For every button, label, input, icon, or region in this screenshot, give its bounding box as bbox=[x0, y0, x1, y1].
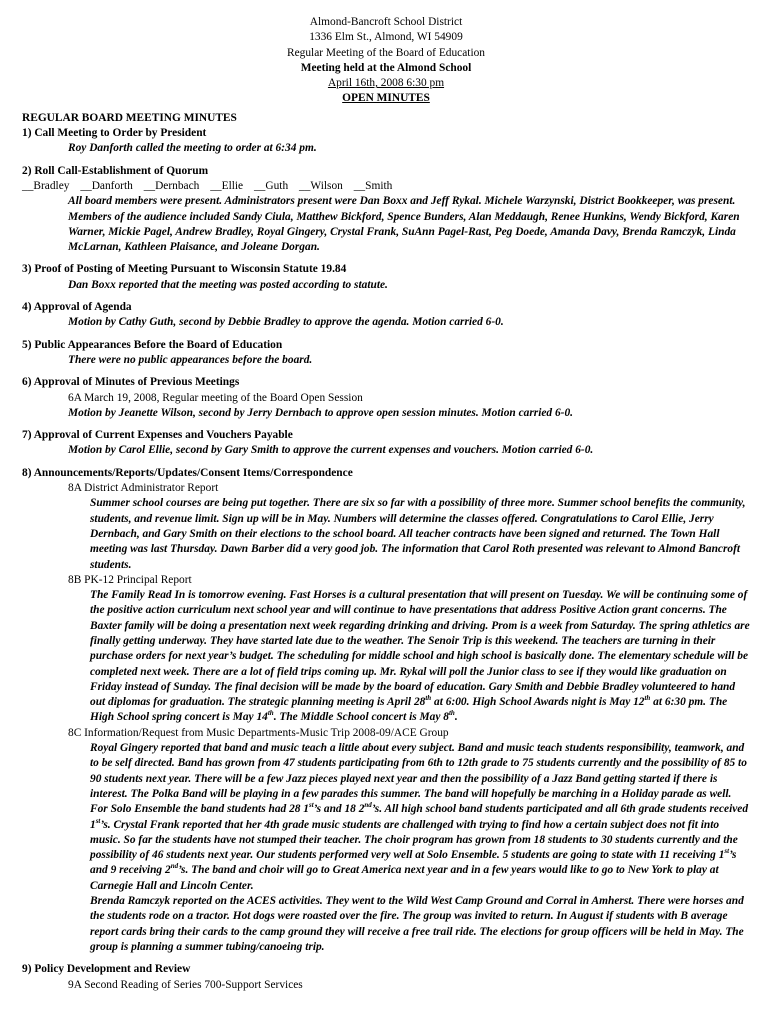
document-title: REGULAR BOARD MEETING MINUTES bbox=[22, 111, 237, 124]
section-4 bbox=[22, 300, 750, 331]
minutes-type: OPEN MINUTES bbox=[342, 92, 430, 105]
section-text: All board members were present. Administrators present were Dan Boxx and Jeff Rykal. Michele Warzynski, District Bookkeeper, was present. Members of the audience included Sandy Ciula, Matthew Bickford, Spence Bunders, Alan Meddaugh, Renee Hunkins, Wendy Bickford, Karen Warner, Mickie Pagel, Andrew Bradley, Royal Gingery, Crystal Frank, SuAnn Pagel-Rast, Peg Doede, Amanda Davy, Brenda Ramczyk, Linda McLarnan, Kathleen Plaisance, and Joleane Dorgan. bbox=[68, 195, 740, 254]
administrator-report-text: Summer school courses are being put together. There are six so far with a possibility of three more. Summer school benefits the community, students, and revenue limit. Sign up will be in May. Numbers will determine the classes offered. Congratulations to Carol Ellie, Jerry Dernbach, and Gary Smith on their elections to the school board. All teacher contracts have been signed and returned. The Town Hall meeting was last Thursday. Dawn Barber did a very good job. The information that Carol Roth presented was relevant to Almond Bancroft students. bbox=[90, 497, 746, 571]
section-2 bbox=[22, 164, 750, 256]
section-3 bbox=[22, 262, 750, 293]
district-name: Almond-Bancroft School District bbox=[309, 16, 463, 28]
section-text: Motion by Carol Ellie, second by Gary Smith to approve the current expenses and vouchers. Motion carried 6-0. bbox=[68, 444, 594, 457]
subsection-title: 8B PK-12 Principal Report bbox=[68, 573, 192, 586]
section-8 bbox=[22, 466, 750, 956]
minutes-body bbox=[22, 111, 750, 993]
section-heading: 5) Public Appearances Before the Board of Education bbox=[22, 338, 283, 351]
roll-item: __Dernbach bbox=[143, 179, 200, 192]
section-text: Motion by Jeanette Wilson, second by Jerry Dernbach to approve open session minutes. Motion carried 6-0. bbox=[68, 406, 573, 419]
section-heading: 3) Proof of Posting of Meeting Pursuant to Wisconsin Statute 19.84 bbox=[22, 263, 347, 276]
section-text: There were no public appearances before the board. bbox=[68, 353, 313, 366]
roll-item: __Danforth bbox=[80, 179, 133, 192]
section-heading: 1) Call Meeting to Order by President bbox=[22, 127, 207, 140]
roll-item: __Bradley bbox=[22, 179, 70, 192]
section-heading: 7) Approval of Current Expenses and Vouchers Payable bbox=[22, 429, 293, 442]
aces-report-text: Brenda Ramczyk reported on the ACES activities. They went to the Wild West Camp Ground and Corral in Amherst. There were horses and the students rode on a tractor. Hot dogs were roasted over the fire. The group was invited to return. In August if students with B average report cards bring their cards to the camp ground they will receive a free trail ride. The elections for group officers will be held in May. The group is planning a summer tubing/canoeing trip. bbox=[90, 895, 744, 953]
principal-report-text: The Family Read In is tomorrow evening. Fast Horses is a cultural presentation that will present on Tuesday. We will be continuing some of the positive action curriculum next school year and will continue to have presentations that address Positive Action grant concerns. The Baxter family will be doing a presentation next week regarding drinking and driving. Prom is a week from Saturday. The spring athletics are finally getting underway. They have started late due to the weather. The Senoir Trip is this weekend. The teachers are turning in their purchase orders for next year’s budget. The scheduling for middle school and high school is basically done. The elementary schedule will be completed next week. There are a lot of field trips coming up. Mr. Rykal will poll the Junior class to see if they would like graduation on Friday instead of Sunday. The final decision will be made by the board of education. Gary Smith and Debbie Bradley volunteered to hand out diplomas for graduation. The strategic planning meeting is April 28th at 6:00. High School Awards night is May 12th at 6:30 pm. The High School spring concert is May 14th. The Middle School concert is May 8th. bbox=[90, 589, 750, 724]
roll-item: __Ellie bbox=[210, 179, 244, 192]
section-6 bbox=[22, 375, 750, 421]
roll-call-list bbox=[22, 179, 750, 194]
section-text: Roy Danforth called the meeting to order at 6:34 pm. bbox=[68, 142, 317, 155]
subsection-title: 8A District Administrator Report bbox=[68, 482, 219, 495]
section-heading: 9) Policy Development and Review bbox=[22, 963, 191, 976]
meeting-date: April 16th, 2008 6:30 pm bbox=[327, 77, 445, 90]
roll-item: __Smith bbox=[353, 179, 393, 192]
section-1 bbox=[22, 126, 750, 157]
section-heading: 2) Roll Call-Establishment of Quorum bbox=[22, 164, 209, 177]
music-report-text: Royal Gingery reported that band and music teach a little about every subject. Band and music teach students responsibility, teamwork, and to be self directed. Band has grown from 47 students participating from 6th to 12th grade to 75 students currently and the possibility of 85 to 90 students next year. There will be a few Jazz pieces played next year and then the possibility of a Jazz Band getting started if there is interest. The Polka Band will be playing in a few parades this summer. The band will hopefully be marching in a Holiday parade as well. For Solo Ensemble the band students had 28 1st’s and 18 2nd’s. All high school band students participated and all 6th grade students received 1st’s. Crystal Frank reported that her 4th grade music students are challenged with trying to find how a certain subject does not fit into music. So far the students have not stumped their teacher. The choir program has grown from 18 students to 30 students currently and the possibility of 46 students next year. Our students performed very well at Solo Ensemble. 5 students are going to state with 11 receiving 1st’s and 9 receiving 2nd’s. The band and choir will go to Great America next year and in a few years would like to go to New York to play at Carnegie Hall and Lincoln Center. bbox=[90, 742, 749, 892]
roll-item: __Guth bbox=[253, 179, 289, 192]
section-7 bbox=[22, 428, 750, 459]
meeting-type: Regular Meeting of the Board of Education bbox=[286, 46, 485, 59]
meeting-location: Meeting held at the Almond School bbox=[300, 61, 472, 74]
section-heading: 4) Approval of Agenda bbox=[22, 301, 132, 314]
district-address: 1336 Elm St., Almond, WI 54909 bbox=[309, 31, 463, 44]
section-text: Dan Boxx reported that the meeting was posted according to statute. bbox=[68, 278, 388, 291]
subsection-title: 6A March 19, 2008, Regular meeting of the Board Open Session bbox=[68, 391, 363, 404]
section-heading: 8) Announcements/Reports/Updates/Consent Items/Correspondence bbox=[22, 466, 353, 479]
section-5 bbox=[22, 338, 750, 369]
document-header bbox=[22, 15, 750, 107]
subsection-title: 8C Information/Request from Music Departments-Music Trip 2008-09/ACE Group bbox=[68, 726, 449, 739]
section-9 bbox=[22, 962, 750, 993]
section-text: Motion by Cathy Guth, second by Debbie Bradley to approve the agenda. Motion carried 6-0. bbox=[68, 316, 504, 329]
section-heading: 6) Approval of Minutes of Previous Meetings bbox=[22, 376, 240, 389]
roll-item: __Wilson bbox=[299, 179, 343, 192]
subsection-title: 9A Second Reading of Series 700-Support Services bbox=[68, 978, 303, 991]
